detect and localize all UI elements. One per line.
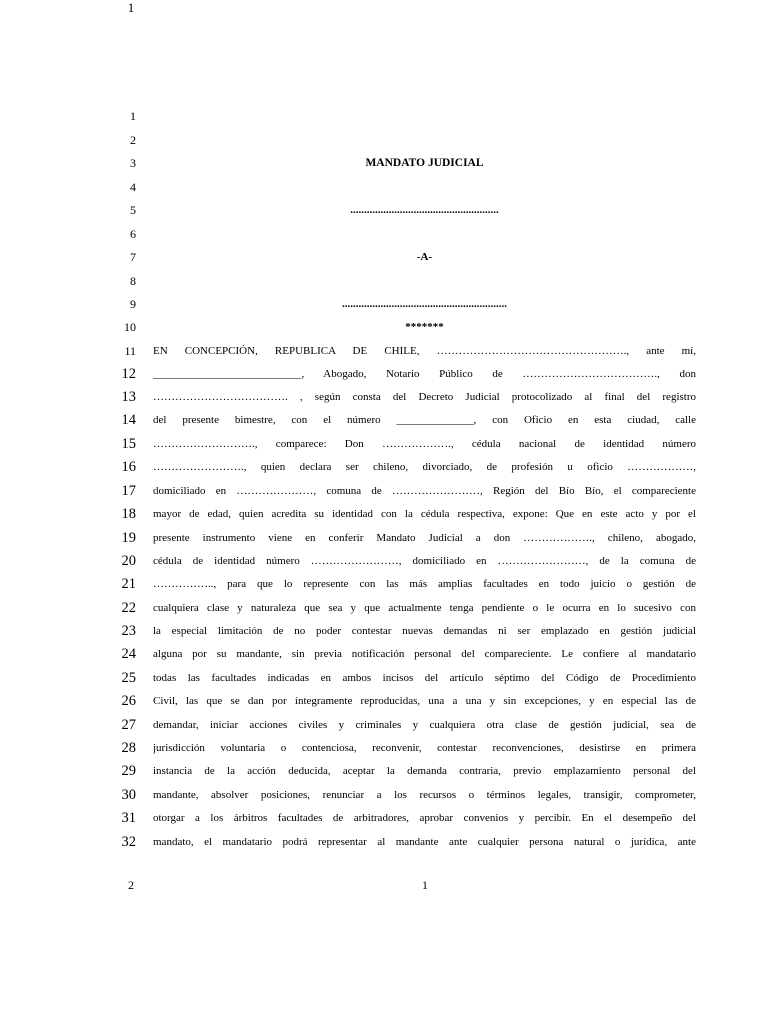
line-number: 12 bbox=[121, 366, 136, 382]
line-number: 1 bbox=[130, 109, 136, 123]
body-line: todas las facultades indicadas en ambos incisos del artículo séptimo del Código de Procedimiento bbox=[153, 672, 696, 684]
line-number: 23 bbox=[121, 623, 136, 639]
line-number: 7 bbox=[130, 250, 136, 264]
line-number: 14 bbox=[121, 412, 136, 428]
body-line: …………….., para que lo represente con las más amplias facultades en todo juicio o gestión de bbox=[153, 578, 696, 590]
line-number: 17 bbox=[121, 483, 136, 499]
body-line: cualquiera clase y naturaleza que sea y que actualmente tenga pendiente o le ocurra en lo sucesivo con bbox=[153, 602, 696, 614]
line-number: 19 bbox=[121, 530, 136, 546]
line-number: 2 bbox=[130, 133, 136, 147]
body-line: domiciliado en …………………, comuna de ……………………, Región del Bío Bío, el compareciente bbox=[153, 485, 696, 497]
body-line: ………………………………. , según consta del Decreto Judicial protocolizado al final del registro bbox=[153, 391, 696, 403]
footer-page-number: 1 bbox=[422, 878, 428, 892]
body-line: ………………………., comparece: Don ………………., cédula nacional de identidad número bbox=[153, 438, 696, 450]
line-number: 25 bbox=[121, 670, 136, 686]
body-line: la especial limitación de no poder contestar nuevas demandas ni ser emplazado en gestión judicial bbox=[153, 625, 696, 637]
line-number: 24 bbox=[121, 646, 136, 662]
body-line: mayor de edad, quien acredita su identidad con la cédula respectiva, expone: Que en este acto y por el bbox=[153, 508, 696, 520]
body-line: del presente bimestre, con el número ______________, con Oficio en esta ciudad, calle bbox=[153, 414, 696, 426]
body-line: mandante, absolver posiciones, renunciar a los recursos o términos legales, transigir, comprometer, bbox=[153, 789, 696, 801]
line-number: 3 bbox=[130, 156, 136, 170]
line-number: 6 bbox=[130, 227, 136, 241]
stars-separator: ******* bbox=[405, 321, 444, 333]
line-number: 4 bbox=[130, 180, 136, 194]
line-number: 27 bbox=[121, 717, 136, 733]
footer-line-number: 2 bbox=[128, 878, 134, 892]
body-line: Civil, las que se dan por íntegramente reproducidas, una a una y sin excepciones, y en especial las de bbox=[153, 695, 696, 707]
party-blank-2: ............................................................ bbox=[342, 298, 507, 310]
line-number: 20 bbox=[121, 553, 136, 569]
body-line: cédula de identidad número ……………………, domiciliado en ……………………, de la comuna de bbox=[153, 555, 696, 567]
line-number: 31 bbox=[121, 810, 136, 826]
line-number: 32 bbox=[121, 834, 136, 850]
line-number: 22 bbox=[121, 600, 136, 616]
line-number: 26 bbox=[121, 693, 136, 709]
line-number: 9 bbox=[130, 297, 136, 311]
party-blank-1: ...................................................... bbox=[350, 204, 499, 216]
body-line: presente instrumento viene en conferir Mandato Judicial a don ………………., chileno, abogado, bbox=[153, 532, 696, 544]
line-number: 21 bbox=[121, 576, 136, 592]
body-line: alguna por su mandante, sin previa notificación personal del compareciente. Le confiere al mandatario bbox=[153, 648, 696, 660]
line-number: 30 bbox=[121, 787, 136, 803]
body-line: ……………………., quien declara ser chileno, divorciado, de profesión u oficio ………………, bbox=[153, 461, 696, 473]
line-number: 11 bbox=[124, 344, 136, 358]
body-line: demandar, iniciar acciones civiles y criminales y cualquiera otra clase de gestión judicial, sea de bbox=[153, 719, 696, 731]
line-number: 28 bbox=[121, 740, 136, 756]
body-line: instancia de la acción deducida, aceptar la demanda contraria, previo emplazamiento personal del bbox=[153, 765, 696, 777]
line-number: 5 bbox=[130, 203, 136, 217]
line-number: 13 bbox=[121, 389, 136, 405]
top-page-number: 1 bbox=[127, 0, 135, 15]
body-line: ___________________________, Abogado, Notario Público de ………………………………., don bbox=[153, 368, 696, 380]
line-number: 15 bbox=[121, 436, 136, 452]
line-number: 16 bbox=[121, 459, 136, 475]
body-line: otorgar a los árbitros facultades de arbitradores, aprobar convenios y percibir. En el desempeño del bbox=[153, 812, 696, 824]
line-number: 10 bbox=[124, 320, 136, 334]
line-number: 8 bbox=[130, 274, 136, 288]
document-title: MANDATO JUDICIAL bbox=[365, 157, 484, 169]
body-line: mandato, el mandatario podrá representar al mandante ante cualquier persona natural o jurídica, ante bbox=[153, 836, 696, 848]
separator-a: -A- bbox=[416, 251, 433, 263]
body-line: jurisdicción voluntaria o contenciosa, reconvenir, contestar reconvenciones, desistirse en primera bbox=[153, 742, 696, 754]
line-number: 29 bbox=[121, 763, 136, 779]
body-line: EN CONCEPCIÓN, REPUBLICA DE CHILE, ……………………………………………., ante mí, bbox=[153, 345, 696, 357]
line-number: 18 bbox=[121, 506, 136, 522]
